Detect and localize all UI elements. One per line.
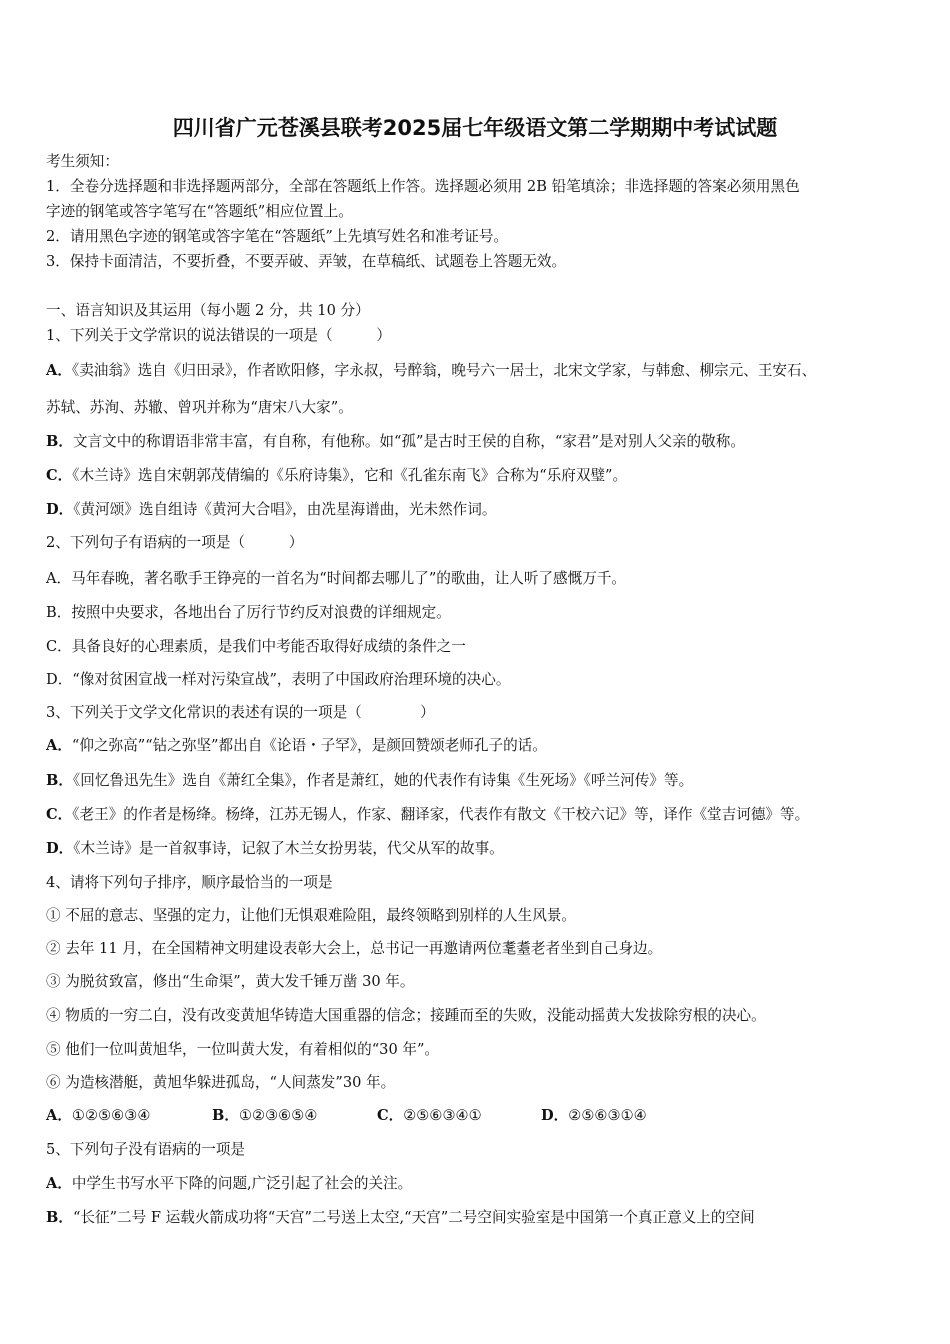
q3-option-b: [46, 771, 693, 791]
q1-option-b-text: 文言文中的称谓语非常丰富，有自称，有他称。如“孤”是古时王侯的自称，“家君”是对别人父亲的敬称。: [72, 433, 745, 450]
q4-sentence-2: ② 去年 11 月，在全国精神文明建设表彰大会上，总书记一再邀请两位耄耋老者坐到自己身边。: [46, 940, 663, 957]
q1-option-a: [46, 361, 816, 381]
q2-option-d: D．“像对贫困宣战一样对污染宣战”，表明了中国政府治理环境的决心。: [46, 671, 511, 688]
q1-option-c: [46, 466, 627, 486]
section-heading: 一、语言知识及其运用（每小题 2 分，共 10 分）: [46, 302, 370, 319]
q4-option-a-label: A．: [46, 1107, 72, 1124]
q2-option-b: B．按照中央要求，各地出台了厉行节约反对浪费的详细规定。: [46, 604, 451, 621]
q4-sentence-6: ⑥ 为造核潜艇，黄旭华躲进孤岛，“人间蒸发”30 年。: [46, 1074, 396, 1091]
q4-option-c-label: C．: [377, 1107, 404, 1124]
q4-option-d-text: ②⑤⑥③①④: [568, 1107, 647, 1124]
q4-sentence-3: ③ 为脱贫致富，修出“生命渠”，黄大发千锤万凿 30 年。: [46, 973, 415, 990]
q4-sentence-4: ④ 物质的一穷二白，没有改变黄旭华铸造大国重器的信念；接踵而至的失败，没能动摇黄大发拔除穷根的决心。: [46, 1007, 766, 1024]
notice-item-2: 2．请用黑色字迹的钢笔或答字笔在“答题纸”上先填写姓名和准考证号。: [46, 228, 509, 245]
notice-item-3: 3．保持卡面清洁，不要折叠，不要弄破、弄皱，在草稿纸、试题卷上答题无效。: [46, 253, 567, 270]
q4-option-b-text: ①②③⑥⑤④: [238, 1107, 318, 1124]
exam-title: 四川省广元苍溪县联考2025届七年级语文第二学期期中考试试题: [172, 116, 778, 140]
q3-option-b-text: 《回忆鲁迅先生》选自《萧红全集》，作者是萧红，她的代表作有诗集《生死场》《呼兰河传》等。: [72, 772, 694, 789]
q3-option-d-text: 《木兰诗》是一首叙事诗，记叙了木兰女扮男装，代父从军的故事。: [73, 840, 504, 857]
q3-option-a-text: “仰之弥高”“钻之弥坚”都出自《论语・子罕》，是颜回赞颂老师孔子的话。: [71, 737, 547, 754]
q4-option-d-label: D．: [541, 1107, 569, 1124]
q5-option-b-text: “长征”二号 F 运载火箭成功将“天宫”二号送上太空,“天宫”二号空间实验室是中国第一个真正意义上的空间: [72, 1209, 755, 1226]
notice-item-1-line-1: 1．全卷分选择题和非选择题两部分，全部在答题纸上作答。选择题必须用 2B 铅笔填涂；非选择题的答案必须用黑色: [46, 178, 800, 195]
q1-option-c-text: 《木兰诗》选自宋朝郭茂倩编的《乐府诗集》，它和《孔雀东南飞》合称为“乐府双璧”。: [72, 467, 628, 484]
q4-sentence-1: ① 不屈的意志、坚强的定力，让他们无惧艰难险阻，最终领略到别样的人生风景。: [46, 907, 577, 924]
q4-option-c-text: ②⑤⑥③④①: [403, 1107, 482, 1124]
q4-options: [46, 1106, 647, 1126]
notice-heading: 考生须知：: [46, 153, 119, 170]
q1-option-b-label: B．: [46, 433, 73, 450]
q5-option-a-label: A．: [46, 1175, 72, 1192]
q4-option-c: [377, 1106, 541, 1126]
q3-option-d: [46, 839, 504, 859]
q1-option-b: [46, 432, 745, 452]
q1-option-a-label: A．: [46, 362, 72, 379]
q3-option-c: [46, 805, 809, 825]
q5-option-b: [46, 1208, 755, 1228]
q3-option-c-label: C．: [46, 806, 73, 823]
q5-option-a-text: 中学生书写水平下降的问题,广泛引起了社会的关注。: [71, 1175, 413, 1192]
q4-option-a-text: ①②⑤⑥③④: [71, 1107, 151, 1124]
q1-option-d: [46, 500, 496, 520]
q3-option-d-label: D．: [46, 840, 74, 857]
q1-option-a-cont: 苏轼、苏洵、苏辙、曾巩并称为“唐宋八大家”。: [46, 399, 353, 416]
q1-option-d-text: 《黄河颂》选自组诗《黄河大合唱》，由冼星海谱曲，光未然作词。: [73, 501, 497, 518]
q4-option-a: [46, 1106, 212, 1126]
q4-sentence-5: ⑤ 他们一位叫黄旭华，一位叫黄大发，有着相似的“30 年”。: [46, 1041, 440, 1058]
q2-option-a: A．马年春晚，著名歌手王铮亮的一首名为“时间都去哪儿了”的歌曲，让人听了感慨万千。: [46, 570, 627, 587]
q4-option-b: [212, 1106, 377, 1126]
q1-option-c-label: C．: [46, 467, 73, 484]
q3-option-a: [46, 736, 547, 756]
q2-stem: 2、下列句子有语病的一项是（ ）: [46, 534, 304, 551]
q3-stem: 3、下列关于文学文化常识的表述有误的一项是（ ）: [46, 704, 435, 721]
q5-option-a: [46, 1174, 412, 1194]
q1-option-d-label: D．: [46, 501, 74, 518]
q5-option-b-label: B．: [46, 1209, 73, 1226]
q5-stem: 5、下列句子没有语病的一项是: [46, 1141, 246, 1158]
q2-option-c: C．具备良好的心理素质，是我们中考能否取得好成绩的条件之一: [46, 638, 466, 655]
q1-option-a-text: 《卖油翁》选自《归田录》，作者欧阳修，字永叔，号醉翁，晚号六一居士，北宋文学家，与韩愈、柳宗元、王安石、: [71, 362, 817, 379]
q1-stem: 1、下列关于文学常识的说法错误的一项是（ ）: [46, 327, 391, 344]
q3-option-c-text: 《老王》的作者是杨绛。杨绛，江苏无锡人，作家、翻译家，代表作有散文《干校六记》等，译作《堂吉诃德》等。: [72, 806, 810, 823]
q3-option-a-label: A．: [46, 737, 72, 754]
q3-option-b-label: B．: [46, 772, 73, 789]
q4-stem: 4、请将下列句子排序，顺序最恰当的一项是: [46, 874, 333, 891]
q4-option-b-label: B．: [212, 1107, 239, 1124]
q4-option-d: [541, 1106, 647, 1126]
notice-item-1-line-2: 字迹的钢笔或答字笔写在“答题纸”相应位置上。: [46, 203, 353, 220]
